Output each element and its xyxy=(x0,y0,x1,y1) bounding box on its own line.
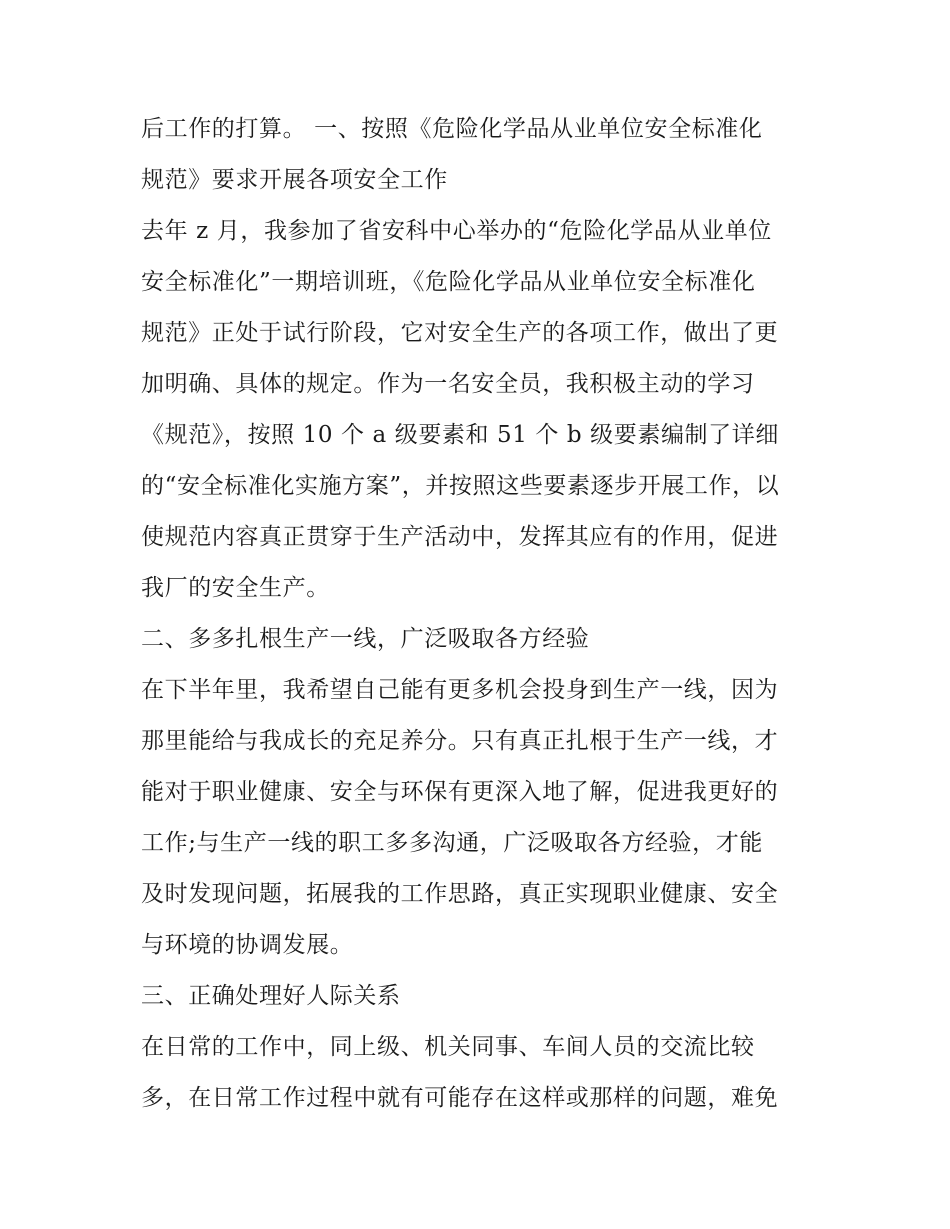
text-line-paragraph-2: 与环境的协调发展。 xyxy=(141,932,354,958)
text-line-heading-1-end: 规范》要求开展各项安全工作 xyxy=(141,167,448,193)
text-line-paragraph-1: 《规范》，按照 10 个 a 级要素和 51 个 b 级要素编制了详细 xyxy=(141,422,779,448)
text-line-paragraph-2: 工作;与生产一线的职工多多沟通，广泛吸取各方经验，才能 xyxy=(141,830,763,856)
text-line-paragraph-1: 我厂的安全生产。 xyxy=(141,575,330,601)
text-line-paragraph-1: 的“安全标准化实施方案”，并按照这些要素逐步开展工作，以 xyxy=(141,473,780,499)
text-line-paragraph-1: 加明确、具体的规定。作为一名安全员，我积极主动的学习 xyxy=(141,371,755,397)
text-line-paragraph-2: 及时发现问题，拓展我的工作思路，真正实现职业健康、安全 xyxy=(141,881,779,907)
text-line-paragraph-3: 多，在日常工作过程中就有可能存在这样或那样的问题，难免 xyxy=(141,1085,779,1111)
text-line-continuation-heading-1: 后工作的打算。 一、按照《危险化学品从业单位安全标准化 xyxy=(141,116,763,142)
body-text xyxy=(141,104,821,1124)
heading-2: 二、多多扎根生产一线，广泛吸取各方经验 xyxy=(141,626,590,652)
heading-3: 三、正确处理好人际关系 xyxy=(141,983,401,1009)
text-line-paragraph-2: 那里能给与我成长的充足养分。只有真正扎根于生产一线，才 xyxy=(141,728,779,754)
text-line-paragraph-1: 安全标准化”一期培训班，《危险化学品从业单位安全标准化 xyxy=(141,269,756,295)
text-line-paragraph-2: 能对于职业健康、安全与环保有更深入地了解，促进我更好的 xyxy=(141,779,779,805)
text-line-paragraph-2: 在下半年里，我希望自己能有更多机会投身到生产一线，因为 xyxy=(141,677,779,703)
text-line-paragraph-1: 规范》正处于试行阶段，它对安全生产的各项工作，做出了更 xyxy=(141,320,779,346)
text-line-paragraph-1: 去年 z 月，我参加了省安科中心举办的“危险化学品从业单位 xyxy=(141,218,772,244)
text-line-paragraph-1: 使规范内容真正贯穿于生产活动中，发挥其应有的作用，促进 xyxy=(141,524,779,550)
text-line-paragraph-3: 在日常的工作中，同上级、机关同事、车间人员的交流比较 xyxy=(141,1034,755,1060)
